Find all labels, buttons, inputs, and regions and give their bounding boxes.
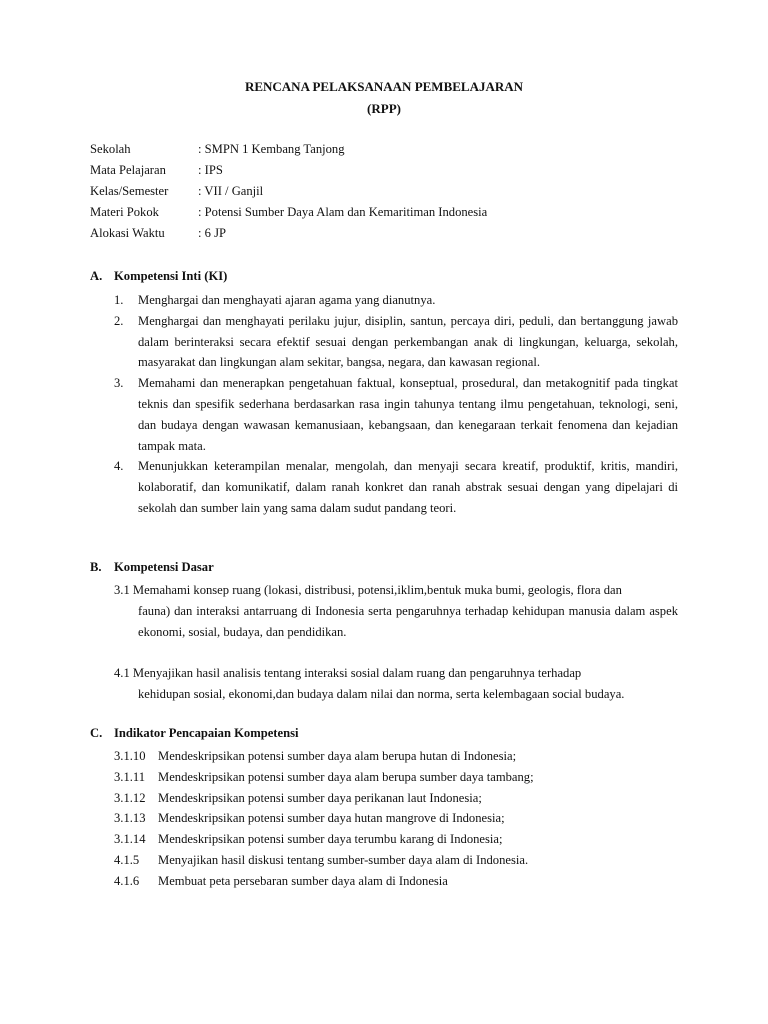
info-row-sekolah: [90, 139, 487, 160]
identity-table: [90, 139, 487, 244]
kd-4-1: [114, 663, 678, 705]
info-value: : Potensi Sumber Daya Alam dan Kemaritiman Indonesia: [198, 205, 488, 219]
list-item: [114, 456, 678, 518]
ki-list: [114, 290, 678, 519]
info-value: : SMPN 1 Kembang Tanjong: [198, 142, 345, 156]
indicator-number: 3.1.10: [114, 749, 146, 763]
list-item: [114, 311, 678, 373]
kd-continuation: fauna) dan interaksi antarruang di Indonesia serta pengaruhnya terhadap kehidupan manusia dalam aspek ekonomi, sosial, budaya, dan pendidikan.: [138, 603, 678, 639]
info-row-materi-pokok: [90, 202, 487, 223]
indicator-item: [114, 767, 678, 788]
item-text: Memahami dan menerapkan pengetahuan faktual, konseptual, prosedural, dan metakognitif pada tingkat teknis dan spesifik sederhana berdasarkan rasa ingin tahunya tentang ilmu pengetahuan, teknologi, seni, dan budaya dengan wawasan kemanusiaan, kebangsaan, dan kenegaraan terkait fenomena dan kejadian tampak mata.: [138, 376, 678, 453]
indicator-text: Mendeskripsikan potensi sumber daya alam berupa hutan di Indonesia;: [158, 749, 517, 763]
item-number: 1.: [114, 293, 124, 307]
section-a-heading: [90, 269, 227, 284]
indicator-number: 3.1.14: [114, 832, 146, 847]
section-b-heading: [90, 560, 214, 575]
info-row-kelas-semester: [90, 181, 487, 202]
info-row-alokasi-waktu: [90, 223, 487, 244]
section-title: Kompetensi Dasar: [114, 560, 214, 574]
indicator-item: [114, 808, 678, 829]
indicator-text: Mendeskripsikan potensi sumber daya alam berupa sumber daya tambang;: [158, 769, 534, 784]
info-value: : VII / Ganjil: [198, 184, 264, 198]
section-letter: A.: [90, 269, 103, 283]
indicator-text: Mendeskripsikan potensi sumber daya hutan mangrove di Indonesia;: [158, 811, 505, 826]
item-number: 4.: [114, 459, 124, 474]
info-label: Alokasi Waktu: [90, 226, 165, 240]
document-title: RENCANA PELAKSANAAN PEMBELAJARAN: [244, 79, 524, 94]
indicator-text: Mendeskripsikan potensi sumber daya perikanan laut Indonesia;: [158, 790, 482, 805]
indicator-item: [114, 829, 678, 850]
section-title: Indikator Pencapaian Kompetensi: [114, 726, 299, 740]
indicator-number: 4.1.5: [114, 852, 140, 867]
indicator-item: [114, 850, 678, 871]
indicator-item: [114, 788, 678, 809]
indicator-text: Menyajikan hasil diskusi tentang sumber-sumber daya alam di Indonesia.: [158, 852, 529, 867]
section-letter: C.: [90, 726, 103, 740]
info-label: Mata Pelajaran: [90, 163, 166, 177]
indicator-text: Mendeskripsikan potensi sumber daya terumbu karang di Indonesia;: [158, 832, 503, 847]
item-text: Menghargai dan menghayati perilaku jujur, disiplin, santun, percaya diri, peduli, dan bertanggung jawab dalam berinteraksi secara efektif sesuai dengan perkembangan anak di lingkungan, keluarga, sekolah, masyarakat dan lingkungan alam sekitar, bangsa, negara, dan kawasan regional.: [138, 313, 678, 370]
indicator-list: [114, 746, 678, 892]
document-subtitle: (RPP): [367, 101, 401, 116]
kd-continuation: kehidupan sosial, ekonomi,dan budaya dalam nilai dan norma, serta kelembagaan social budaya.: [138, 686, 625, 701]
info-label: Kelas/Semester: [90, 184, 169, 198]
section-c-heading: [90, 726, 299, 741]
info-row-mata-pelajaran: [90, 160, 487, 181]
indicator-item: [114, 871, 678, 892]
info-label: Sekolah: [90, 142, 131, 156]
info-value: : 6 JP: [198, 226, 226, 240]
list-item: [114, 290, 678, 311]
indicator-number: 3.1.12: [114, 790, 146, 805]
item-number: 3.: [114, 376, 124, 391]
info-value: : IPS: [198, 163, 223, 177]
item-text: Menghargai dan menghayati ajaran agama yang dianutnya.: [138, 293, 436, 307]
info-label: Materi Pokok: [90, 205, 159, 219]
item-number: 2.: [114, 313, 124, 328]
kd-3-1: [114, 580, 678, 642]
indicator-text: Membuat peta persebaran sumber daya alam di Indonesia: [158, 873, 448, 888]
section-letter: B.: [90, 560, 102, 574]
kd-first-line: 3.1 Memahami konsep ruang (lokasi, distribusi, potensi,iklim,bentuk muka bumi, geologis, flora dan: [114, 583, 622, 597]
section-title: Kompetensi Inti (KI): [114, 269, 228, 283]
list-item: [114, 373, 678, 456]
item-text: Menunjukkan keterampilan menalar, mengolah, dan menyaji secara kreatif, produktif, kritis, mandiri, kolaboratif, dan komunikatif, dalam ranah konkret dan ranah abstrak sesuai dengan yang dipelajari di sekolah dan sumber lain yang sama dalam sudut pandang teori.: [138, 459, 678, 515]
indicator-number: 3.1.11: [114, 769, 146, 784]
kd-first-line: 4.1 Menyajikan hasil analisis tentang interaksi sosial dalam ruang dan pengaruhnya terhadap: [114, 666, 582, 680]
indicator-item: [114, 746, 678, 767]
indicator-number: 3.1.13: [114, 811, 146, 826]
indicator-number: 4.1.6: [114, 873, 140, 888]
